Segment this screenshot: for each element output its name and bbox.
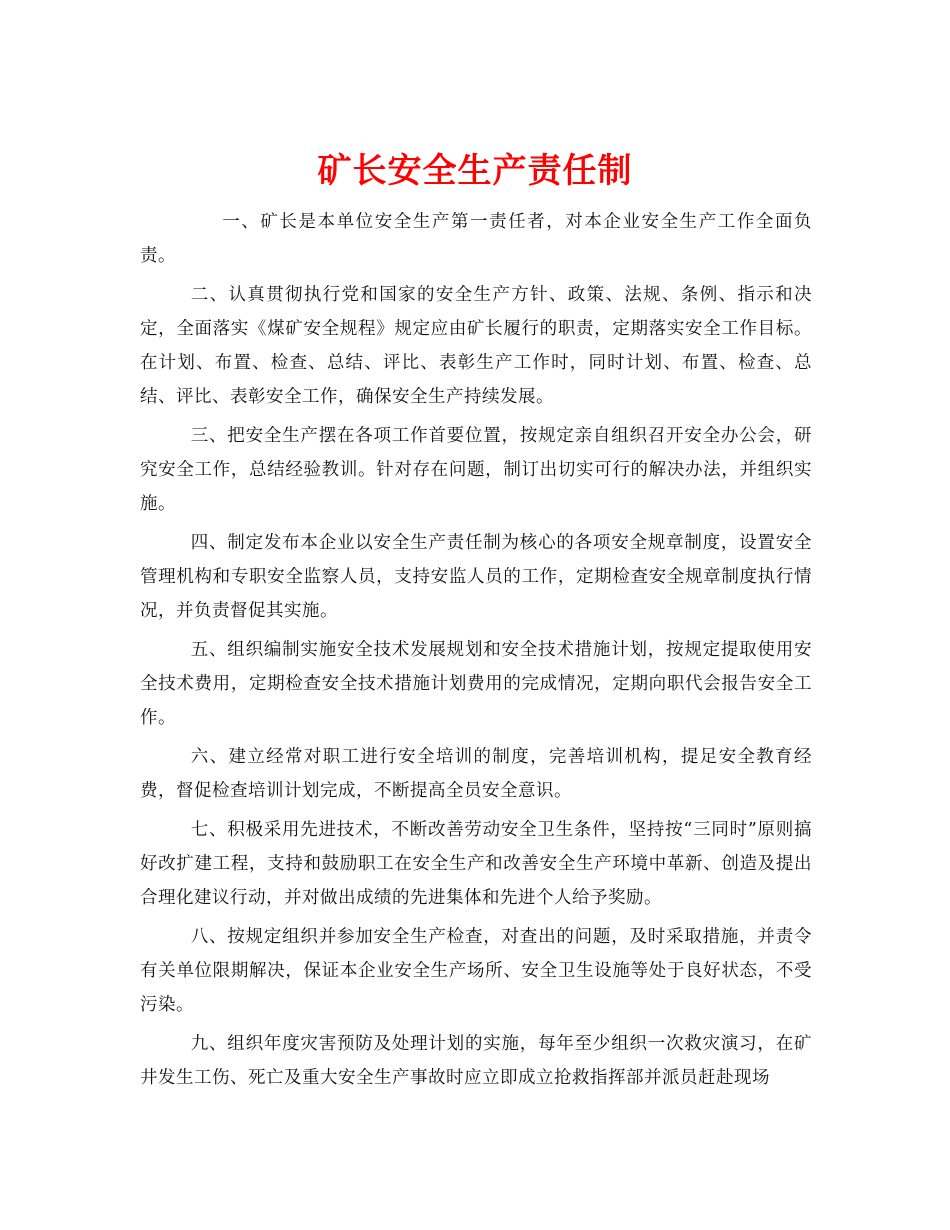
paragraph-1: 一、矿长是本单位安全生产第一责任者，对本企业安全生产工作全面负责。 bbox=[140, 212, 812, 266]
document-body bbox=[140, 205, 812, 1100]
paragraph-2: 二、认真贯彻执行党和国家的安全生产方针、政策、法规、条例、指示和决定，全面落实《煤矿安全规程》规定应由矿长履行的职责，定期落实安全工作目标。在计划、布置、检查、总结、评比、表彰生产工作时，同时计划、布置、检查、总结、评比、表彰安全工作，确保安全生产持续发展。 bbox=[140, 285, 812, 407]
paragraph-4: 四、制定发布本企业以安全生产责任制为核心的各项安全规章制度，设置安全管理机构和专职安全监察人员，支持安监人员的工作，定期检查安全规章制度执行情况，并负责督促其实施。 bbox=[140, 533, 812, 621]
document-title: 矿长安全生产责任制 bbox=[317, 150, 633, 191]
paragraph-7: 七、积极采用先进技术，不断改善劳动安全卫生条件，坚持按“三同时”原则搞好改扩建工程，支持和鼓励职工在安全生产和改善安全生产环境中革新、创造及提出合理化建议行动，并对做出成绩的先进集体和先进个人给予奖励。 bbox=[140, 820, 812, 908]
paragraph-8: 八、按规定组织并参加安全生产检查，对查出的问题，及时采取措施，并责令有关单位限期解决，保证本企业安全生产场所、安全卫生设施等处于良好状态，不受污染。 bbox=[140, 927, 812, 1015]
paragraph-6: 六、建立经常对职工进行安全培训的制度，完善培训机构，提足安全教育经费，督促检查培训计划完成，不断提高全员安全意识。 bbox=[140, 747, 812, 801]
paragraph-5: 五、组织编制实施安全技术发展规划和安全技术措施计划，按规定提取使用安全技术费用，定期检查安全技术措施计划费用的完成情况，定期向职代会报告安全工作。 bbox=[140, 640, 812, 728]
paragraph-3: 三、把安全生产摆在各项工作首要位置，按规定亲自组织召开安全办公会，研究安全工作，总结经验教训。针对存在问题，制订出切实可行的解决办法，并组织实施。 bbox=[140, 426, 812, 514]
paragraph-9: 九、组织年度灾害预防及处理计划的实施，每年至少组织一次救灾演习，在矿井发生工伤、死亡及重大安全生产事故时应立即成立抢救指挥部并派员赶赴现场 bbox=[140, 1034, 812, 1088]
